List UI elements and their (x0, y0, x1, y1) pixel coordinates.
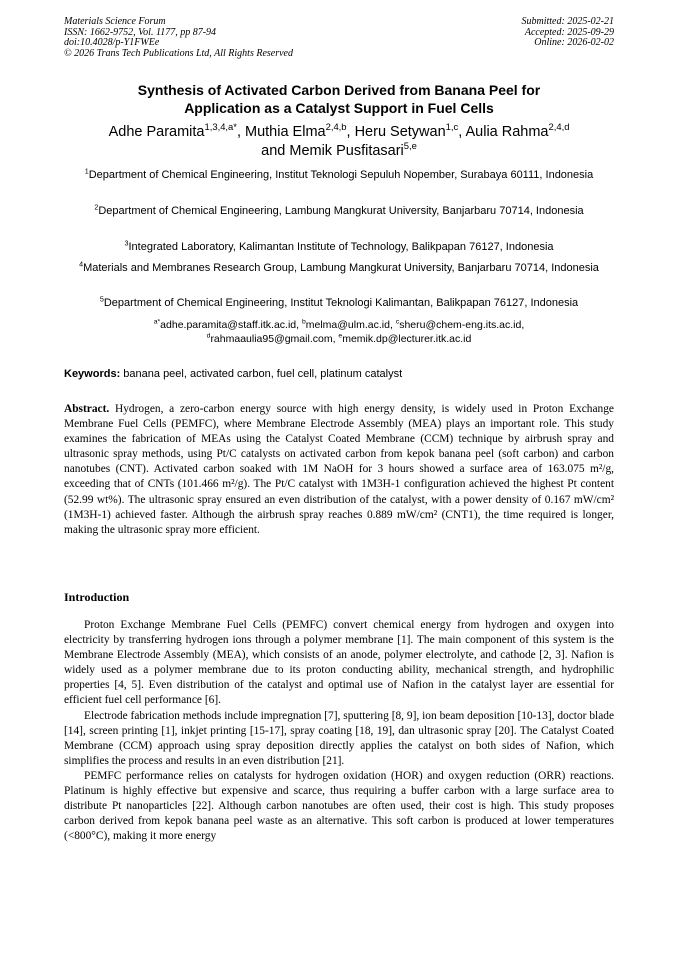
intro-paragraph-1: Proton Exchange Membrane Fuel Cells (PEMFC) convert chemical energy from hydrogen and oxygen into electricity by transferring hydrogen ions through a polymer membrane [1]. The main component of this system is the Membrane Electrode Assembly (MEA), which consists of an anode, polymer electrolyte, and cathode [2, 3]. Nafion is widely used as a polymer membrane due to its proton conducting ability, mechanical strength, and hydrophilic properties [4, 5]. Even distribution of the catalyst and optimal use of Nafion in the catalyst layer are essential for efficient fuel cell performance [6]. (64, 619, 614, 707)
author-separator: , (346, 124, 355, 140)
author-affil-marker: 1,c (445, 121, 459, 133)
affiliation-number: 5 (99, 295, 104, 304)
affiliation-4 (64, 261, 614, 275)
email-address[interactable]: memik.dp@lecturer.itk.ac.id (342, 333, 472, 345)
author-name: Muthia Elma (245, 124, 326, 140)
author-name: Adhe Paramita (108, 124, 205, 140)
abstract-section (64, 402, 614, 538)
email-marker: a* (153, 318, 161, 326)
keywords-text: banana peel, activated carbon, fuel cell, platinum catalyst (120, 368, 403, 380)
copyright-line: © 2026 Trans Tech Publications Ltd, All Rights Reserved (64, 47, 293, 59)
authors-line-2 (64, 142, 614, 161)
affiliation-number: 2 (94, 203, 99, 212)
email-separator: , (389, 319, 396, 331)
email-marker: e (338, 332, 343, 340)
issn-line: ISSN: 1662-9752, Vol. 1177, pp 87-94 (64, 26, 217, 38)
affiliation-text: Integrated Laboratory, Kalimantan Institute of Technology, Balikpapan 76127, Indonesia (128, 241, 554, 253)
email-marker: b (301, 318, 306, 326)
affiliation-number: 4 (79, 260, 84, 269)
affiliation-number: 3 (124, 239, 129, 248)
email-separator: , (296, 319, 302, 331)
submitted-date: Submitted: 2025-02-21 (521, 16, 614, 27)
accepted-date: Accepted: 2025-09-29 (524, 26, 614, 38)
doi-line[interactable]: doi:10.4028/p-Y1FWEe (64, 37, 160, 49)
email-address[interactable]: adhe.paramita@staff.itk.ac.id (160, 319, 297, 331)
emails-line-2 (64, 332, 614, 346)
affiliation-number: 1 (84, 167, 89, 176)
emails-line-1 (64, 318, 614, 332)
affiliation-3 (64, 240, 614, 254)
affiliation-text: Department of Chemical Engineering, Lambung Mangkurat University, Banjarbaru 70714, Indonesia (98, 205, 584, 217)
affiliation-text: Department of Chemical Engineering, Institut Teknologi Sepuluh Nopember, Surabaya 60111, Indonesia (88, 169, 594, 181)
affiliation-text: Department of Chemical Engineering, Institut Teknologi Kalimantan, Balikpapan 76127, Indonesia (103, 297, 579, 309)
authors-line-1 (64, 123, 614, 142)
keywords-label: Keywords: (64, 368, 121, 380)
email-separator: , (332, 333, 339, 345)
intro-paragraph-2: Electrode fabrication methods include impregnation [7], sputtering [8, 9], ion beam deposition [10-13], doctor blade [14], screen printing [1], inkjet printing [15-17], spray coating [18, 19], dan ultrasonic spray [20]. The Catalyst Coated Membrane (CCM) approach using spray deposition directly applies the catalyst on both sides of Nafion, which simplifies the process and results in an even distribution [21]. (64, 709, 614, 767)
paper-title (64, 81, 614, 117)
author-list (64, 123, 614, 161)
affiliation-text: Materials and Membranes Research Group, Lambung Mangkurat University, Banjarbaru 70714, Indonesia (83, 262, 599, 274)
author-separator: , (236, 124, 245, 140)
journal-header (64, 17, 293, 59)
affiliation-1 (64, 168, 614, 182)
email-address[interactable]: rahmaaulia95@gmail.com (210, 333, 333, 345)
title-line-1: Synthesis of Activated Carbon Derived from Banana Peel for (137, 82, 541, 98)
affiliation-5 (64, 296, 614, 310)
author-affil-marker: 2,4,d (548, 121, 570, 133)
introduction-heading: Introduction (64, 590, 130, 604)
author-separator: , (458, 124, 466, 140)
introduction-body (64, 618, 614, 844)
keywords-section (64, 367, 614, 381)
author-name: Aulia Rahma (465, 124, 549, 140)
journal-name: Materials Science Forum (64, 16, 166, 27)
email-list (64, 318, 614, 346)
abstract-label: Abstract. (64, 403, 110, 415)
email-separator: , (521, 319, 525, 331)
dates-header (522, 17, 615, 49)
author-name: and Memik Pusfitasari (261, 143, 404, 159)
author-affil-marker: 1,3,4,a* (204, 121, 237, 133)
author-affil-marker: 5,e (403, 140, 417, 152)
email-address[interactable]: sheru@chem-eng.its.ac.id (399, 319, 522, 331)
online-date: Online: 2026-02-02 (534, 37, 614, 49)
author-affil-marker: 2,4,b (325, 121, 347, 133)
title-line-2: Application as a Catalyst Support in Fuel Cells (184, 100, 494, 116)
email-marker: d (206, 332, 211, 340)
affiliation-2 (64, 204, 614, 218)
intro-paragraph-3: PEMFC performance relies on catalysts for hydrogen oxidation (HOR) and oxygen reduction (ORR) reactions. Platinum is highly effective but expensive and scarce, thus requiring a buffer carbon with a large surface area to distribute Pt nanoparticles [22]. Although carbon nanotubes are often used, their cost is high. This study proposes carbon derived from kepok banana peel waste as an alternative. This soft carbon is produced at lower temperatures (<800°C), making it more energy (64, 769, 614, 843)
author-name: Heru Setywan (354, 124, 446, 140)
email-address[interactable]: melma@ulm.ac.id (305, 319, 390, 331)
email-marker: c (395, 318, 400, 326)
abstract-text: Hydrogen, a zero-carbon energy source with high energy density, is widely used in Proton Exchange Membrane Fuel Cells (PEMFC), where Membrane Electrode Assembly (MEA) plays an important role. This study examines the fabrication of MEAs using the Catalyst Coated Membrane (CCM) technique by airbrush spray and ultrasonic spray methods, using Pt/C catalysts on activated carbon from kepok banana peel (soft carbon) and carbon nanotubes (CNT). Activated carbon soaked with 1M NaOH for 3 hours showed a surface area of 163.075 m²/g, exceeding that of CNTs (101.466 m²/g). The Pt/C catalyst with 1M3H-1 configuration achieved the highest Pt content (52.99 wt%). The ultrasonic spray ensured an even distribution of the catalyst, with a power density of 0.167 mW/cm² (1M3H-1) achieved faster. Although the airbrush spray reaches 0.889 mW/cm² (CNT1), the time required is longer, making the ultrasonic spray more efficient. (64, 403, 614, 536)
